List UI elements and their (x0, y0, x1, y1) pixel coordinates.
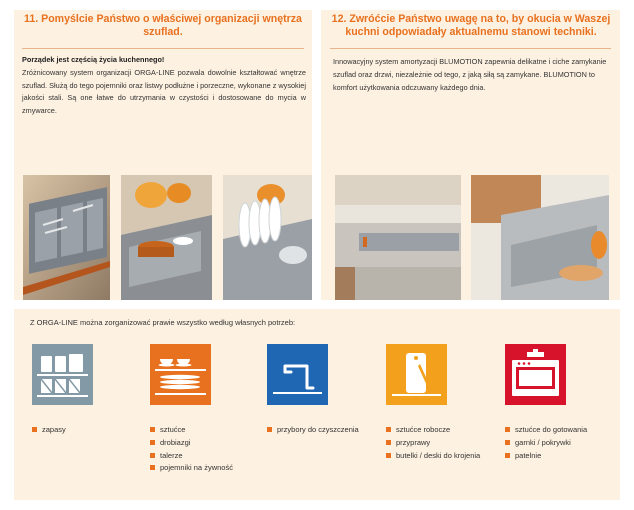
bullet-square-icon (150, 453, 155, 458)
category-list-prep (386, 424, 480, 462)
list-item: przybory do czyszczenia (267, 424, 359, 437)
section-12-divider (330, 48, 611, 49)
section-11-text (22, 54, 306, 118)
section-11-heading: Porządek jest częścią życia kuchennego! (22, 55, 165, 64)
dishes-icon (150, 344, 211, 405)
section-12-title: 12. Zwróćcie Państwo uwagę na to, by okucia w Waszej kuchni odpowiadały aktualnemu stanowi techniki. (331, 13, 611, 38)
bullet-square-icon (505, 440, 510, 445)
section-11-body: Zróżnicowany system organizacji ORGA-LINE pozwala dowolnie kształtować wnętrze szuflad. Służą do tego pojemniki oraz listwy podłużne i porzeczne, wykonane z wysokiej jakości stali. Są one łatwe do utrzymania w czystości i dostosowane do mycia w zmywarce. (22, 67, 306, 116)
list-item: przyprawy (386, 437, 480, 450)
photo-drawer-bowls (121, 175, 212, 300)
oven-icon (505, 344, 566, 405)
bullet-square-icon (386, 427, 391, 432)
section-12-panel (321, 10, 620, 300)
list-item: drobiazgi (150, 437, 233, 450)
section-11-divider (22, 48, 304, 49)
list-item: talerze (150, 450, 233, 463)
photo-drawer-plates (223, 175, 312, 300)
category-list-pantry (32, 424, 66, 437)
list-item: patelnie (505, 450, 587, 463)
orga-line-intro: Z ORGA-LINE można zorganizować prawie wszystko według własnych potrzeb: (30, 318, 296, 327)
category-list-cooking (505, 424, 587, 462)
list-item: pojemniki na żywność (150, 462, 233, 475)
list-item: garnki / pokrywki (505, 437, 587, 450)
section-11-panel (14, 10, 312, 300)
list-item: butelki / deski do krojenia (386, 450, 480, 463)
category-list-dishes (150, 424, 233, 475)
cutting-board-icon (386, 344, 447, 405)
photo-drawer-closing (335, 175, 461, 300)
photo-door-hinge (471, 175, 609, 300)
bullet-square-icon (505, 427, 510, 432)
photo-drawer-cutlery (23, 175, 110, 300)
bullet-square-icon (267, 427, 272, 432)
category-list-cleaning (267, 424, 359, 437)
bullet-square-icon (150, 440, 155, 445)
section-11-title: 11. Pomyślcie Państwo o właściwej organizacji wnętrza szuflad. (24, 13, 302, 38)
list-item: zapasy (32, 424, 66, 437)
bullet-square-icon (386, 440, 391, 445)
bullet-square-icon (505, 453, 510, 458)
faucet-icon (267, 344, 328, 405)
list-item: sztućce robocze (386, 424, 480, 437)
bullet-square-icon (386, 453, 391, 458)
list-item: sztućce (150, 424, 233, 437)
pantry-jars-icon (32, 344, 93, 405)
section-12-body: Innowacyjny system amortyzacji BLUMOTION zapewnia delikatne i ciche zamykanie szuflad oraz drzwi, niezależnie od tego, z jaką siłą są zamykane. BLUMOTION to komfort użytkowania odczuwany każdego dnia. (333, 57, 607, 92)
bullet-square-icon (32, 427, 37, 432)
bullet-square-icon (150, 427, 155, 432)
bullet-square-icon (150, 465, 155, 470)
list-item: sztućce do gotowania (505, 424, 587, 437)
